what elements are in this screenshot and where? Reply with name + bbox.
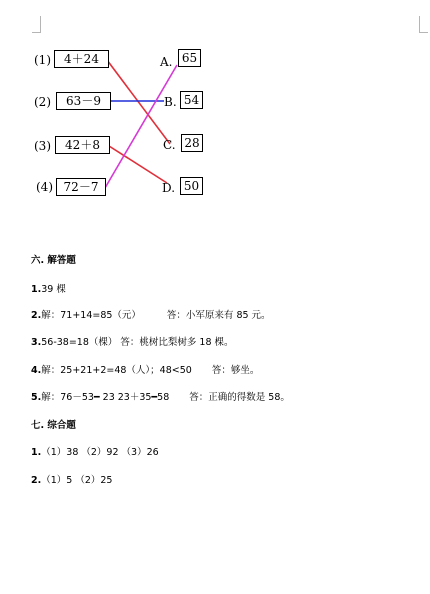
left-expression-box: 72－7 — [56, 178, 106, 196]
right-value-box: 65 — [178, 49, 201, 67]
right-value-box: 50 — [180, 177, 203, 195]
answer-number: 2. — [31, 310, 42, 321]
answer-6-2 — [31, 310, 271, 322]
right-item-label: B. — [164, 95, 177, 109]
left-item-label: (3) — [34, 139, 51, 153]
answer-text: 解：25+21+2=48（人）；48<50 — [41, 365, 192, 376]
answer-conclusion: 答：够坐。 — [211, 365, 260, 376]
left-item-label: (4) — [36, 180, 53, 194]
left-item-label: (1) — [34, 53, 51, 67]
right-item-label: C. — [163, 138, 176, 152]
answer-7-1 — [31, 447, 159, 459]
answer-6-3 — [31, 337, 234, 349]
answer-number: 3. — [31, 337, 42, 348]
answer-number: 1. — [31, 284, 42, 295]
matching-exercise — [0, 0, 430, 215]
left-expression-box: 63－9 — [56, 92, 111, 110]
answer-text: 解：71+14=85（元） — [41, 310, 141, 321]
answer-text: 39 棵 — [41, 284, 66, 295]
answer-number: 4. — [31, 365, 42, 376]
section-6-heading: 六. 解答题 — [31, 255, 76, 266]
right-value-box: 28 — [181, 134, 203, 152]
answer-6-1 — [31, 284, 66, 296]
answer-text: （1）38 （2）92 （3）26 — [41, 447, 159, 458]
right-item-label: A. — [160, 55, 173, 69]
answer-number: 5. — [31, 392, 42, 403]
answer-number: 2. — [31, 475, 42, 486]
answer-6-5 — [31, 392, 290, 404]
answer-text: 56-38=18（棵） 答：桃树比梨树多 18 棵。 — [41, 337, 234, 348]
left-item-label: (2) — [34, 95, 51, 109]
connection-line-4-a — [105, 65, 177, 188]
left-expression-box: 4＋24 — [54, 50, 109, 68]
answer-text: 解：76－53━ 23 23＋35━58 — [41, 392, 170, 403]
section-7-heading: 七. 综合题 — [31, 420, 76, 431]
answer-conclusion: 答：正确的得数是 58。 — [189, 392, 290, 403]
answer-6-4 — [31, 365, 259, 377]
answer-text: （1）5 （2）25 — [41, 475, 113, 486]
answer-number: 1. — [31, 447, 42, 458]
answer-conclusion: 答：小军原来有 85 元。 — [166, 310, 271, 321]
left-expression-box: 42＋8 — [55, 136, 110, 154]
right-item-label: D. — [162, 181, 176, 195]
connection-line-3-d — [109, 146, 167, 183]
answer-7-2 — [31, 475, 112, 487]
right-value-box: 54 — [180, 91, 203, 109]
